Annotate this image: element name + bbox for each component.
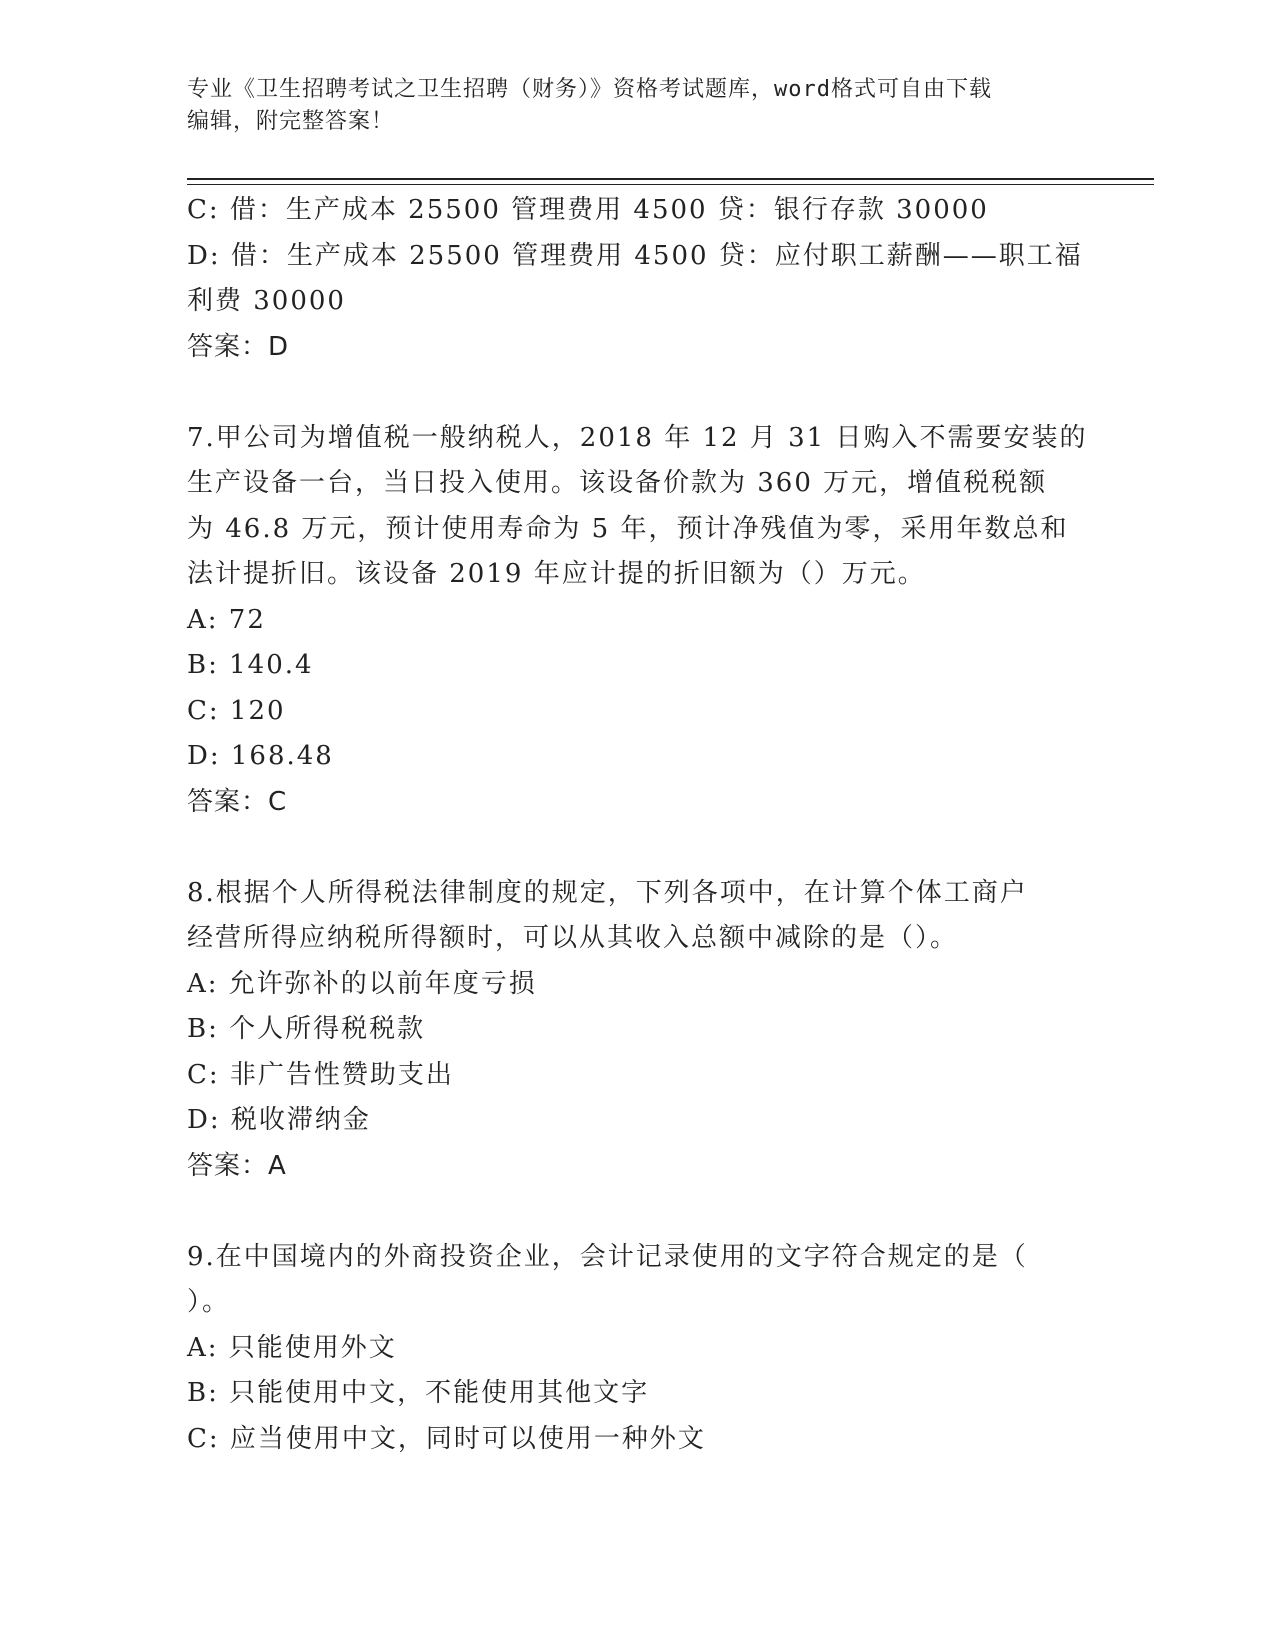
question-6: [187, 188, 1087, 370]
header-rule-thin: [187, 184, 1154, 185]
question-stem-line-1: 9.在中国境内的外商投资企业，会计记录使用的文字符合规定的是（: [187, 1241, 1028, 1272]
option-b: B: 个人所得税税款: [187, 1014, 426, 1044]
option-d-line-1: D: 借：生产成本 25500 管理费用 4500 贷：应付职工薪酬——职工福: [187, 240, 1083, 271]
question-list: [187, 188, 1087, 1462]
question-8: [187, 871, 1087, 1190]
option-a: A: 72: [187, 604, 266, 635]
page-header: [187, 74, 1077, 138]
question-stem-line-1: 8.根据个人所得税法律制度的规定，下列各项中，在计算个体工商户: [187, 877, 1028, 908]
question-stem-line-4: 法计提折旧。该设备 2019 年应计提的折旧额为（）万元。: [187, 559, 926, 589]
option-b: B: 140.4: [187, 650, 314, 680]
option-c: C: 120: [187, 695, 286, 726]
answer-label: 答案：C: [187, 786, 288, 817]
option-c: C: 借：生产成本 25500 管理费用 4500 贷：银行存款 30000: [187, 195, 989, 225]
answer-label: 答案：D: [187, 331, 290, 362]
question-stem-line-2: 生产设备一台，当日投入使用。该设备价款为 360 万元，增值税税额: [187, 468, 1048, 498]
answer-label: 答案：A: [187, 1150, 287, 1181]
spacer: [187, 825, 1087, 871]
option-d-line-2: 利费 30000: [187, 286, 346, 316]
spacer: [187, 1189, 1087, 1235]
question-stem-line-1: 7.甲公司为增值税一般纳税人，2018 年 12 月 31 日购入不需要安装的: [187, 422, 1088, 453]
question-stem-line-2: 经营所得应纳税所得额时，可以从其收入总额中减除的是（）。: [187, 923, 959, 953]
header-line-2: 编辑，附完整答案！: [187, 109, 395, 134]
question-stem-line-2: ）。: [187, 1287, 231, 1317]
spacer: [187, 370, 1087, 416]
question-stem-line-3: 为 46.8 万元，预计使用寿命为 5 年，预计净残值为零，采用年数总和: [187, 513, 1069, 544]
header-line-1: 专业《卫生招聘考试之卫生招聘（财务）》资格考试题库，word格式可自由下载: [187, 77, 992, 102]
question-7: [187, 416, 1087, 826]
option-c: C: 应当使用中文，同时可以使用一种外文: [187, 1423, 706, 1454]
option-d: D: 税收滞纳金: [187, 1105, 371, 1135]
option-b: B: 只能使用中文，不能使用其他文字: [187, 1378, 650, 1408]
question-9: [187, 1235, 1087, 1463]
option-d: D: 168.48: [187, 741, 334, 771]
option-c: C: 非广告性赞助支出: [187, 1059, 454, 1090]
option-a: A: 只能使用外文: [187, 1332, 397, 1363]
header-rule-thick: [187, 178, 1154, 180]
option-a: A: 允许弥补的以前年度亏损: [187, 968, 537, 999]
